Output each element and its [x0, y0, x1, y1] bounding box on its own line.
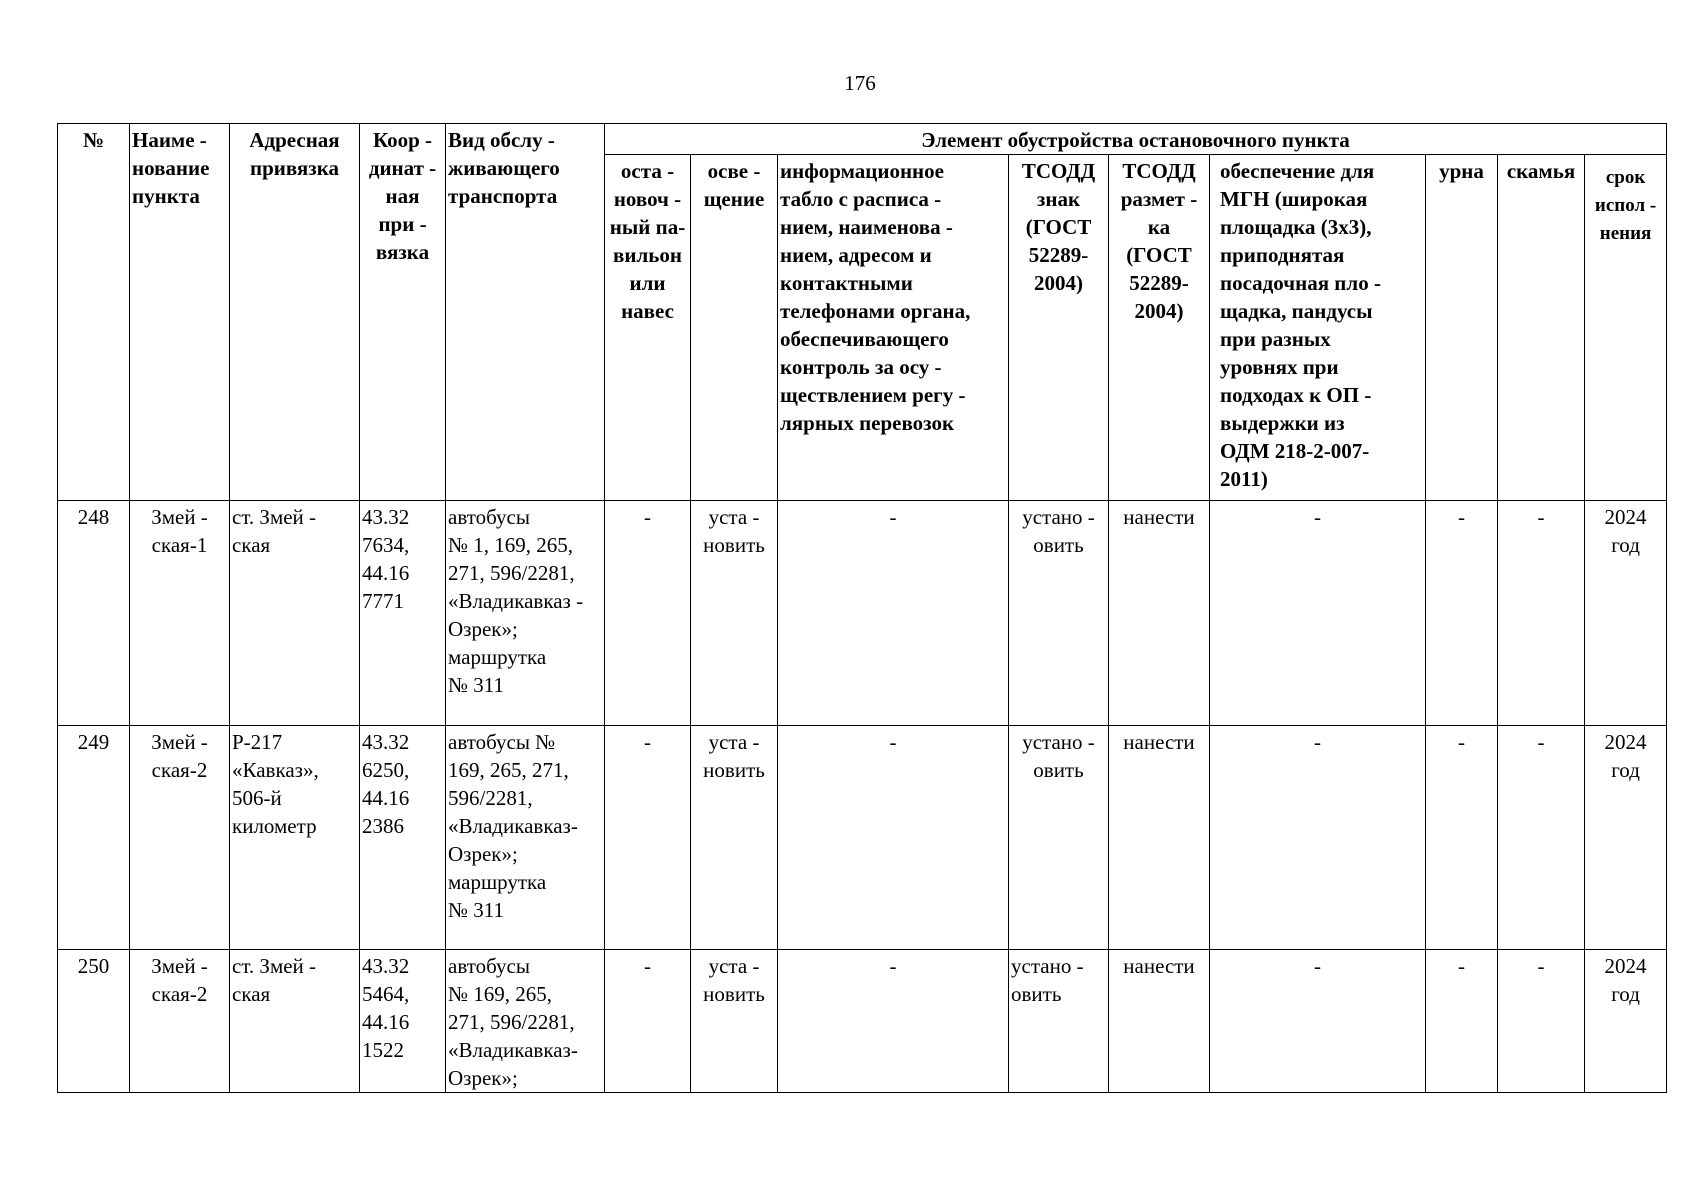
cell-transport: автобусы № 1, 169, 265, 271, 596/2281, «Владикавказ - Озрек»; маршрутка № 311	[446, 501, 605, 726]
cell-info-board: -	[778, 950, 1009, 1093]
cell-lighting: уста - новить	[691, 950, 778, 1093]
cell-num: 248	[58, 501, 130, 726]
cell-name: Змей - ская-2	[130, 726, 230, 950]
header-stop-elements-group: Элемент обустройства остановочного пункта	[605, 124, 1667, 155]
cell-bin: -	[1426, 950, 1498, 1093]
cell-mgn: -	[1210, 726, 1426, 950]
cell-bench: -	[1498, 501, 1585, 726]
cell-transport: автобусы № 169, 265, 271, 596/2281, «Владикавказ- Озрек»; маршрутка № 311	[446, 726, 605, 950]
cell-address: ст. Змей - ская	[230, 501, 360, 726]
cell-coords: 43.32 5464, 44.16 1522	[360, 950, 446, 1093]
cell-num: 250	[58, 950, 130, 1093]
cell-transport: автобусы № 169, 265, 271, 596/2281, «Владикавказ- Озрек»;	[446, 950, 605, 1093]
cell-marking: нанести	[1109, 726, 1210, 950]
cell-deadline: 2024 год	[1585, 950, 1667, 1093]
table-row	[58, 501, 1667, 726]
bus-stop-table	[57, 123, 1667, 1093]
cell-pavilion: -	[605, 501, 691, 726]
cell-num: 249	[58, 726, 130, 950]
cell-sign: устано - овить	[1009, 501, 1109, 726]
cell-mgn: -	[1210, 950, 1426, 1093]
table-row	[58, 950, 1667, 1093]
page-number: 176	[844, 71, 876, 95]
cell-pavilion: -	[605, 726, 691, 950]
cell-marking: нанести	[1109, 950, 1210, 1093]
header-coords: Коор - динат - ная при - вязка	[360, 124, 446, 501]
cell-pavilion: -	[605, 950, 691, 1093]
cell-mgn: -	[1210, 501, 1426, 726]
header-lighting: осве - щение	[691, 155, 778, 501]
cell-bench: -	[1498, 726, 1585, 950]
table-row	[58, 726, 1667, 950]
cell-name: Змей - ская-1	[130, 501, 230, 726]
header-mgn: обеспечение для МГН (широкая площадка (3х3), приподнятая посадочная пло - щадка, пандусы при разных уровнях при подходах к ОП - выдержки из ОДМ 218-2-007- 2011)	[1210, 155, 1426, 501]
header-name: Наиме - нование пункта	[130, 124, 230, 501]
cell-deadline: 2024 год	[1585, 501, 1667, 726]
header-bin: урна	[1426, 155, 1498, 501]
cell-address: ст. Змей - ская	[230, 950, 360, 1093]
cell-deadline: 2024 год	[1585, 726, 1667, 950]
cell-name: Змей - ская-2	[130, 950, 230, 1093]
header-address: Адресная привязка	[230, 124, 360, 501]
header-num: №	[58, 124, 130, 501]
cell-marking: нанести	[1109, 501, 1210, 726]
header-pavilion: оста - новоч - ный па- вильон или навес	[605, 155, 691, 501]
header-row	[58, 124, 1667, 155]
cell-coords: 43.32 6250, 44.16 2386	[360, 726, 446, 950]
header-deadline: срок испол - нения	[1585, 155, 1667, 501]
cell-sign: устано - овить	[1009, 950, 1109, 1093]
header-bench: скамья	[1498, 155, 1585, 501]
cell-info-board: -	[778, 501, 1009, 726]
header-sign: ТСОДД знак (ГОСТ 52289- 2004)	[1009, 155, 1109, 501]
cell-bin: -	[1426, 726, 1498, 950]
cell-info-board: -	[778, 726, 1009, 950]
cell-address: Р-217 «Кавказ», 506-й километр	[230, 726, 360, 950]
cell-coords: 43.32 7634, 44.16 7771	[360, 501, 446, 726]
cell-lighting: уста - новить	[691, 501, 778, 726]
header-info-board: информационное табло с расписа - нием, наименова - нием, адресом и контактными телефонами органа, обеспечивающего контроль за осу - ществлением регу - лярных перевозок	[778, 155, 1009, 501]
cell-sign: устано - овить	[1009, 726, 1109, 950]
cell-bin: -	[1426, 501, 1498, 726]
header-marking: ТСОДД размет - ка (ГОСТ 52289- 2004)	[1109, 155, 1210, 501]
header-transport: Вид обслу - живающего транспорта	[446, 124, 605, 501]
cell-lighting: уста - новить	[691, 726, 778, 950]
cell-bench: -	[1498, 950, 1585, 1093]
